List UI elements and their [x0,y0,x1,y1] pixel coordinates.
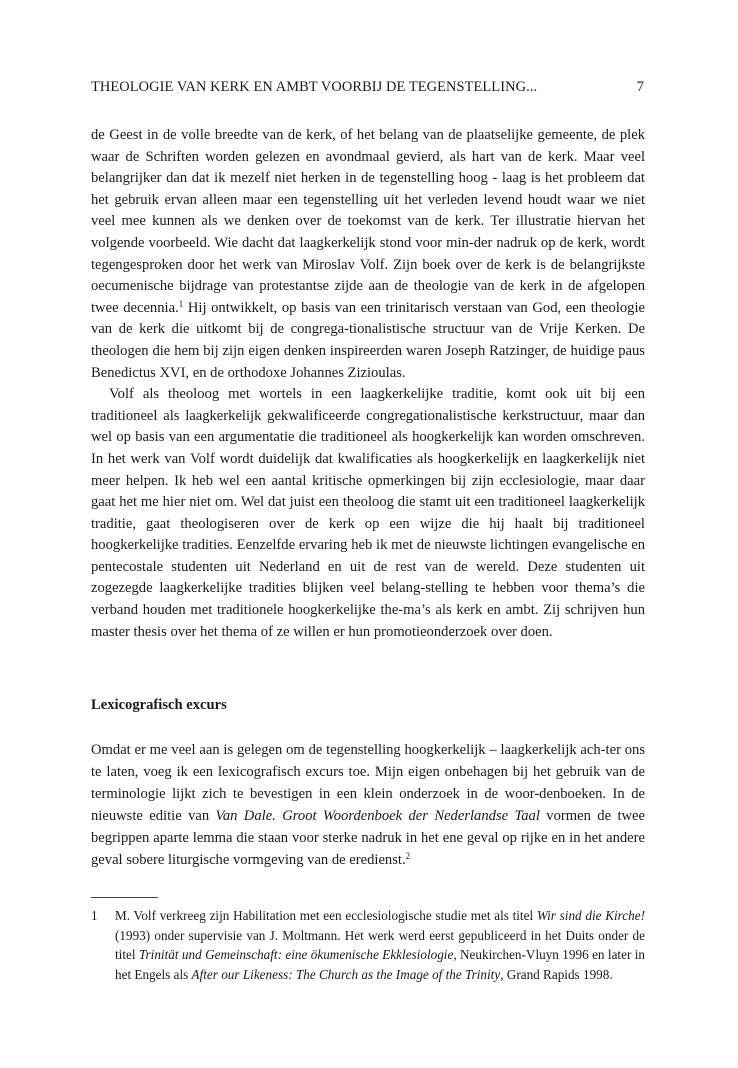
paragraph-1 [91,125,645,384]
footnote-text-1: M. Volf verkreeg zijn Habilitation met een ecclesiologische studie met als titel [115,908,537,923]
section-body [91,739,645,871]
footnote-text [115,906,645,984]
body-text [91,125,645,643]
section-text-b: vormen de twee begrippen aparte lemma die staan voor sterke nadruk in het ene geval op rijke en in het andere geval sobere liturgische vormgeving van de eredienst. [91,808,645,868]
section-paragraph [91,739,645,871]
page-number: 7 [636,79,644,95]
running-header [91,79,644,96]
footnote-1 [91,906,645,984]
footnote-title-2: Trinität und Gemeinschaft: eine ökumenische Ekklesiologie [138,947,454,963]
footnote-text-4: , Grand Rapids 1998. [500,966,613,982]
section-heading: Lexicografisch excurs [91,697,227,713]
dictionary-title: Van Dale. Groot Woordenboek der Nederlandse Taal [215,808,540,824]
footnote-text-2: (1993) onder supervisie van J. Moltmann. Het werk werd eerst gepubliceerd in het Duits onder de titel [115,927,645,963]
footnote-title-1: Wir sind die Kirche! [536,908,645,923]
footnote-text-3: , Neukirchen-Vluyn 1996 en later in het Engels als [115,947,645,982]
section-text-a: Omdat er me veel aan is gelegen om de tegenstelling hoogkerkelijk – laagkerkelijk ach-ter ons te laten, voeg ik een lexicografisch excurs toe. Mijn eigen onbehagen bij het gebruik van de terminologie lijkt zich te bevestigen in een klein onderzoek in de woor-denboeken. In de nieuwste editie van [91,742,645,824]
paragraph-2: Volf als theoloog met wortels in een laagkerkelijke traditie, komt ook uit bij een traditioneel als laagkerkelijk gekwalificeerde congregationalistische kerkstructuur, maar dan wel op basis van een argumentatie die traditioneel als hoogkerkelijk kan worden omschreven. In het werk van Volf wordt duidelijk dat kwalificaties als hoogkerkelijk en laagkerkelijk niet meer helpen. Ik heb wel een aantal kritische opmerkingen bij zijn ecclesiologie, maar daar gaat het me hier niet om. Wel dat juist een theoloog die stamt uit een traditioneel laagkerkelijk traditie, gaat theologiseren over de kerk op een wijze die hij haalt bij traditioneel hoogkerkelijke tradities. Eenzelfde ervaring heb ik met de nieuwste lichtingen evangelische en pentecostale studenten uit Nederland en uit de rest van de wereld. Deze studenten uit zogezegde laagkerkelijke tradities blijken veel belang-stelling te hebben voor thema’s die verband houden met traditionele hoogkerkelijke the-ma’s als kerk en ambt. Zij schrijven hun master thesis over het thema of ze willen er hun promotieonderzoek over doen. [91,386,645,640]
running-title: THEOLOGIE VAN KERK EN AMBT VOORBIJ DE TEGENSTELLING... [91,79,538,95]
footnote-number: 1 [91,908,98,923]
footnote-divider [91,897,158,898]
paragraph-1-text: de Geest in de volle breedte van de kerk, of het belang van de plaatselijke gemeente, de plek waar de Schriften worden gelezen en avondmaal gevierd, als hart van de kerk. Maar veel belangrijker dan dat ik mezelf niet herken in de tegenstelling hoog - laag is het probleem dat het gebruik ervan alleen maar een tegenstelling uit het verleden levend houdt waar we niet veel mee kunnen als we denken over de toekomst van de kerk. Ter illustratie hiervan het volgende voorbeeld. Wie dacht dat laagkerkelijk stond voor min-der nadruk op de kerk, wordt tegengesproken door het werk van Miroslav Volf. Zijn boek over de kerk is de belangrijkste oecumenische bijdrage van protestantse zijde aan de theologie van de kerk in de afgelopen twee decennia. [91,127,645,316]
paragraph-1-text-cont: Hij ontwikkelt, op basis van een trinitarisch verstaan van God, een theologie van de kerk die uitkomt bij de congrega-tionalistische structuur van de Vrije Kerken. De theologen die hem bij zijn eigen denken inspireerden waren Joseph Ratzinger, de huidige paus Benedictus XVI, en de orthodoxe Johannes Zizioulas. [91,299,646,381]
footnote-title-3: After our Likeness: The Church as the Image of the Trinity [191,966,501,982]
footnote-ref-1[interactable]: 1 [178,298,184,309]
footnote-ref-2[interactable]: 2 [405,851,411,861]
